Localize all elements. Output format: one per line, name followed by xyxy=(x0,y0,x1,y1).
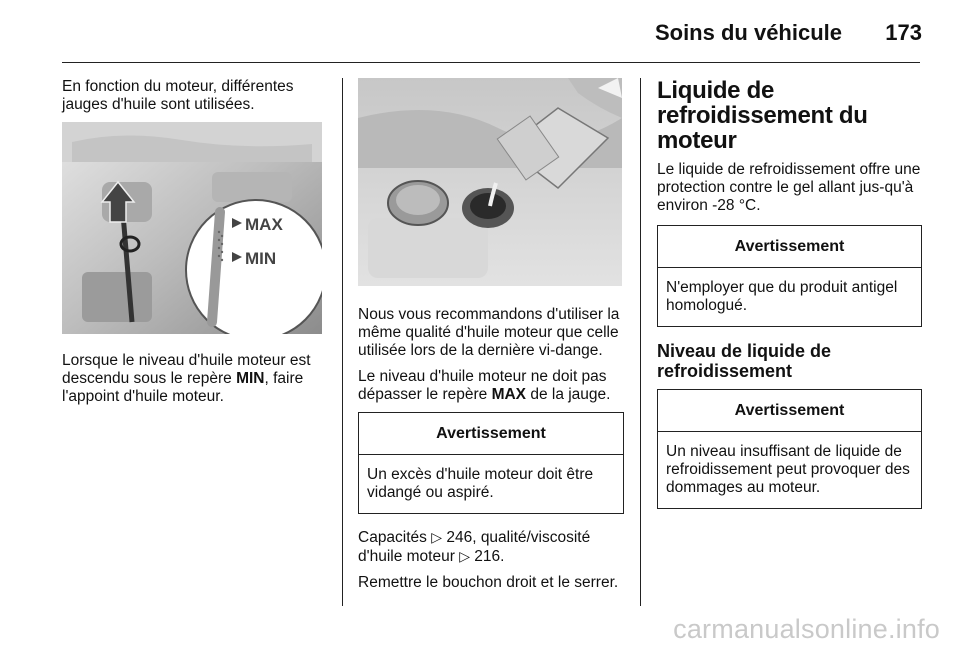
coolant-heading: Liquide de refroidissement du moteur xyxy=(657,77,868,154)
capacity-paragraph: Capacités ▷ 246, qualité/viscosité d'huile moteur ▷ 216. xyxy=(358,529,591,565)
dipstick-intro: En fonction du moteur, différentes jauges d'huile sont utilisées. xyxy=(62,78,294,113)
recommend-paragraph: Nous vous recommandons d'utiliser la même qualité d'huile moteur que celle utilisée lors de la dernière vi-dange. xyxy=(358,306,620,359)
min-marker-label: MIN xyxy=(245,249,277,268)
oil-filling-figure xyxy=(358,78,622,286)
warning-title: Avertissement xyxy=(658,390,921,432)
coolant-level-heading: Niveau de liquide de refroidissement xyxy=(657,341,832,381)
max-level-paragraph: Le niveau d'huile moteur ne doit pas dépasser le repère MAX de la jauge. xyxy=(358,368,611,403)
warning-body: Un niveau insuffisant de liquide de refroidissement peut provoquer des dommages au moteur. xyxy=(666,443,910,496)
column-3 xyxy=(657,78,922,523)
section-title: Soins du véhicule xyxy=(654,20,842,45)
warning-box-coolant-level xyxy=(657,389,922,509)
column-divider-2 xyxy=(640,78,641,606)
warning-body: Un excès d'huile moteur doit être vidangé ou aspiré. xyxy=(367,466,594,501)
warning-box-oil xyxy=(358,412,624,514)
warning-title: Avertissement xyxy=(359,413,623,455)
coolant-intro: Le liquide de refroidissement offre une protection contre le gel allant jus-qu'à environ -28 °C. xyxy=(657,161,921,214)
warning-title: Avertissement xyxy=(658,226,921,268)
page-header xyxy=(0,0,960,70)
cap-instruction: Remettre le bouchon droit et le serrer. xyxy=(358,574,619,591)
column-divider-1 xyxy=(342,78,343,606)
warning-body: N'employer que du produit antigel homologué. xyxy=(666,279,898,314)
reference-arrow-icon: ▷ xyxy=(431,529,443,545)
reference-arrow-icon: ▷ xyxy=(459,548,470,564)
min-level-paragraph: Lorsque le niveau d'huile moteur est descendu sous le repère MIN, faire l'appoint d'huile moteur. xyxy=(62,352,311,405)
dipstick-figure xyxy=(62,122,322,334)
watermark: carmanualsonline.info xyxy=(673,614,940,644)
column-1 xyxy=(62,78,328,414)
page-number: 173 xyxy=(885,20,922,45)
max-marker-label: MAX xyxy=(245,215,283,234)
column-2 xyxy=(358,78,624,600)
warning-box-antifreeze xyxy=(657,225,922,327)
header-divider xyxy=(62,62,920,63)
